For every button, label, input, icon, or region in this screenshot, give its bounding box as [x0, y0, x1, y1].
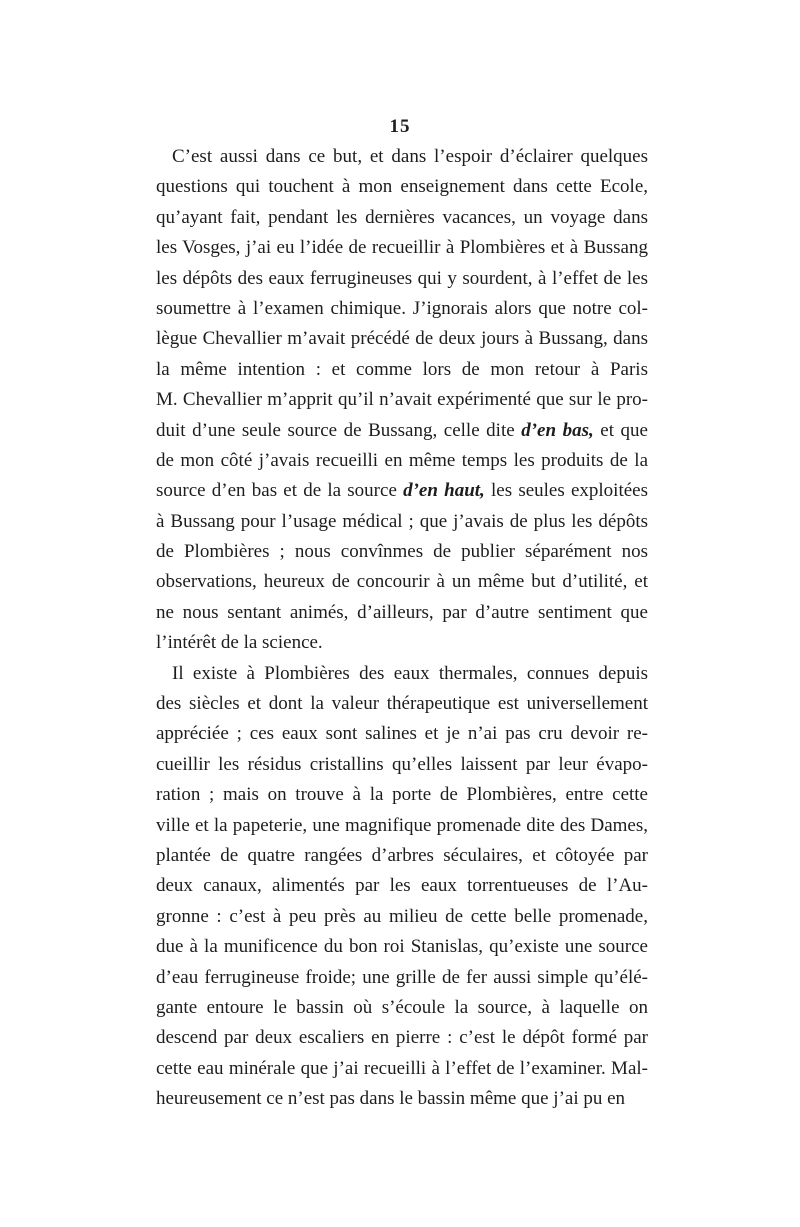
page-number: 15 — [389, 116, 411, 137]
text-segment: source d’en bas et de la source — [156, 480, 404, 502]
text-line: M. Chevallier m’apprit qu’il n’avait expérimenté que sur le pro- — [156, 389, 648, 411]
text-segment: les seules exploitées — [484, 480, 648, 502]
paragraph — [156, 659, 648, 1115]
body-text — [156, 142, 648, 1115]
text-line: des siècles et dont la valeur thérapeutique est universellement — [156, 693, 648, 715]
text-line: gronne : c’est à peu près au milieu de cette belle promenade, — [156, 905, 648, 927]
text-line: due à la munificence du bon roi Stanislas, qu’existe une source — [156, 936, 648, 958]
text-line: cueillir les résidus cristallins qu’elles laissent par leur évapo- — [156, 753, 648, 775]
text-line: heureusement ce n’est pas dans le bassin même que j’ai pu en — [156, 1088, 626, 1110]
text-line: ration ; mais on trouve à la porte de Plombières, entre cette — [156, 784, 648, 806]
text-line: deux canaux, alimentés par les eaux torrentueuses de l’Au- — [156, 875, 648, 897]
text-line: descend par deux escaliers en pierre : c’est le dépôt formé par — [156, 1027, 648, 1049]
text-line: lègue Chevallier m’avait précédé de deux jours à Bussang, dans — [156, 328, 648, 350]
text-line: questions qui touchent à mon enseignement dans cette Ecole, — [156, 176, 648, 198]
text-line — [156, 416, 648, 446]
text-line: Il existe à Plombières des eaux thermales, connues depuis — [172, 662, 648, 684]
text-line: à Bussang pour l’usage médical ; que j’avais de plus les dépôts — [156, 510, 648, 532]
text-line: plantée de quatre rangées d’arbres séculaires, et côtoyée par — [156, 844, 648, 866]
text-line: observations, heureux de concourir à un même but d’utilité, et — [156, 571, 648, 593]
text-line: l’intérêt de la science. — [156, 632, 323, 654]
italic-phrase: d’en haut, — [403, 480, 485, 502]
text-line: de Plombières ; nous convînmes de publier séparément nos — [156, 541, 648, 563]
text-line: ne nous sentant animés, d’ailleurs, par d’autre sentiment que — [156, 601, 648, 623]
text-line: cette eau minérale que j’ai recueilli à l’effet de l’examiner. Mal- — [156, 1057, 648, 1079]
italic-phrase: d’en bas, — [521, 419, 594, 441]
text-line — [156, 476, 648, 506]
text-line: ville et la papeterie, une magnifique promenade dite des Dames, — [156, 814, 648, 836]
text-segment: et que — [593, 419, 648, 441]
text-line: les Vosges, j’ai eu l’idée de recueillir à Plombières et à Bussang — [156, 237, 648, 259]
text-line: d’eau ferrugineuse froide; une grille de fer aussi simple qu’élé- — [156, 966, 648, 988]
text-line: la même intention : et comme lors de mon retour à Paris — [156, 358, 648, 380]
text-segment: duit d’une seule source de Bussang, celle dite — [156, 419, 522, 441]
text-line: appréciée ; ces eaux sont salines et je n’ai pas cru devoir re- — [156, 723, 648, 745]
text-line: de mon côté j’avais recueilli en même temps les produits de la — [156, 449, 648, 471]
text-line: C’est aussi dans ce but, et dans l’espoir d’éclairer quelques — [172, 146, 648, 167]
text-line: qu’ayant fait, pendant les dernières vacances, un voyage dans — [156, 206, 648, 228]
text-line: gante entoure le bassin où s’écoule la source, à laquelle on — [156, 996, 648, 1018]
paragraph — [156, 142, 648, 659]
text-line: soumettre à l’examen chimique. J’ignorais alors que notre col- — [156, 297, 648, 319]
text-line: les dépôts des eaux ferrugineuses qui y sourdent, à l’effet de les — [156, 267, 648, 289]
